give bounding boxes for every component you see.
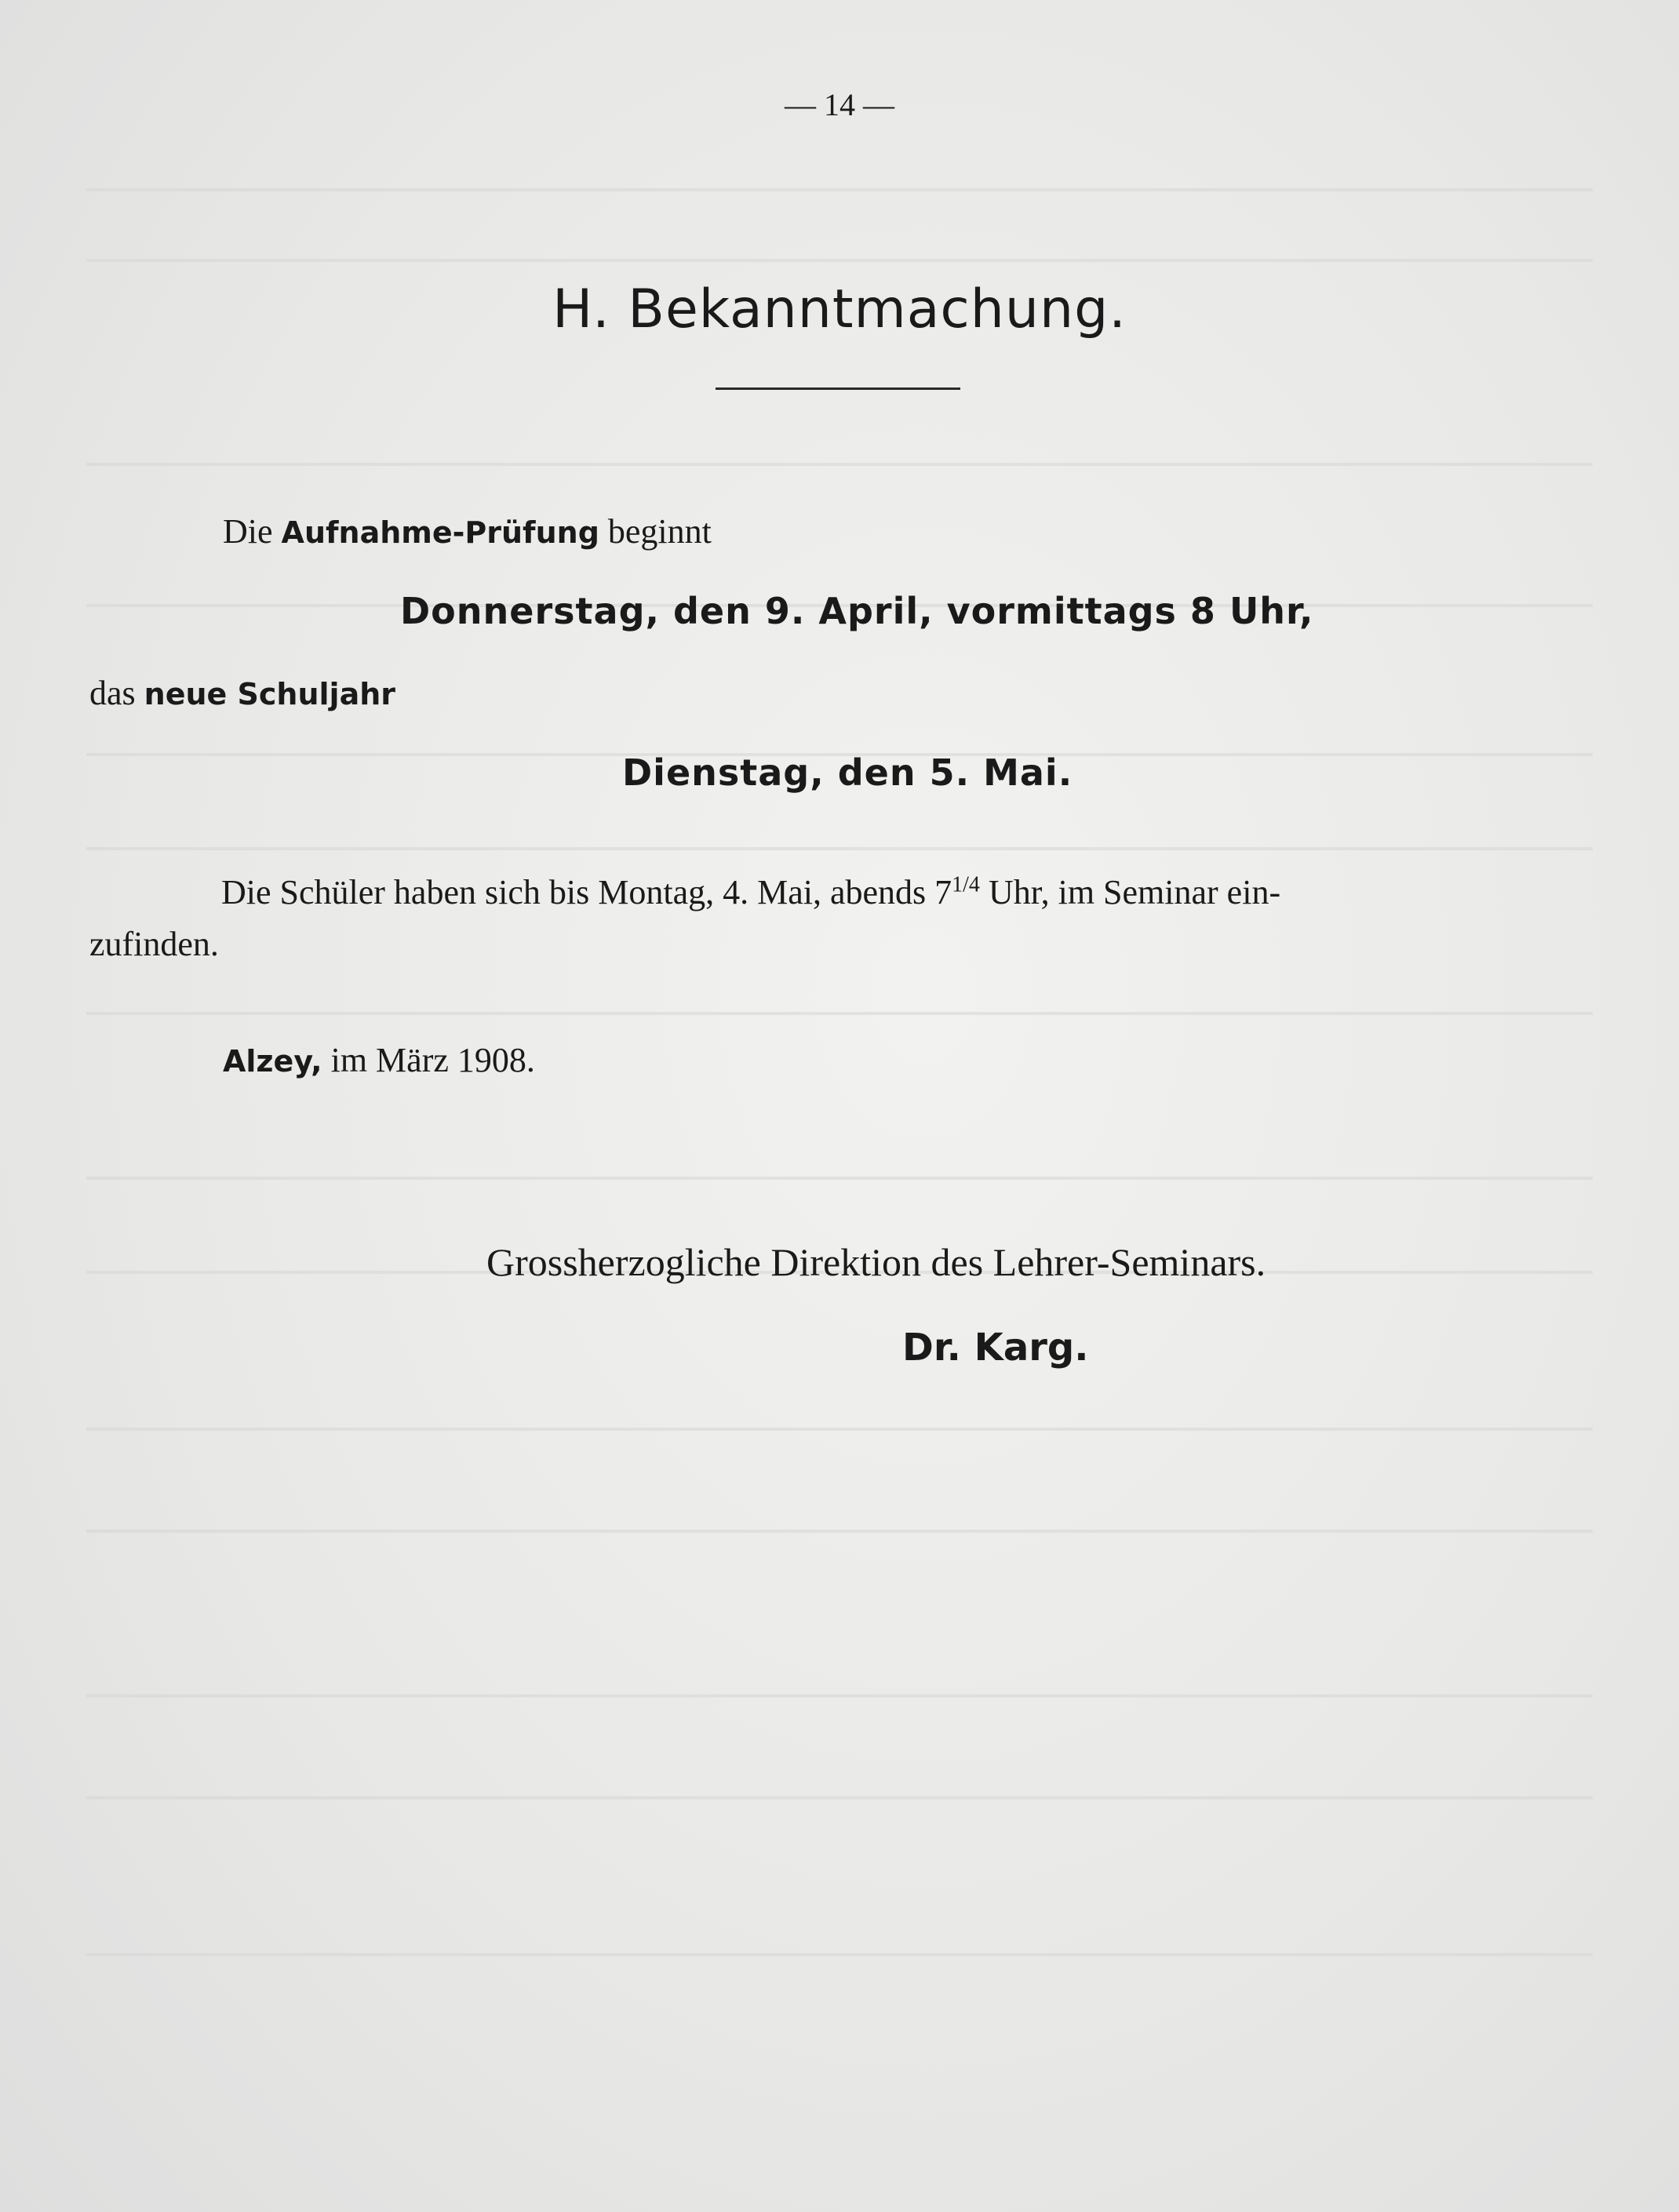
bleed-through: [86, 463, 1593, 466]
exam-bold: Aufnahme-Prüfung: [281, 515, 599, 550]
title-rule: [716, 387, 960, 390]
bleed-through: [86, 1012, 1593, 1015]
exam-intro-line: [223, 511, 712, 551]
bleed-through: [86, 1953, 1593, 1956]
exam-date: Donnerstag, den 9. April, vormittags 8 Uhr,: [400, 590, 1314, 632]
bleed-through: [86, 847, 1593, 850]
exam-prefix: Die: [223, 512, 273, 551]
page-number: — 14 —: [785, 87, 894, 122]
fraction: 1/4: [952, 872, 980, 897]
bleed-through: [86, 1796, 1593, 1799]
school-year-date: Dienstag, den 5. Mai.: [622, 751, 1073, 794]
bleed-through: [86, 1530, 1593, 1533]
bleed-through: [86, 1428, 1593, 1431]
bleed-through: [86, 1177, 1593, 1180]
exam-suffix: beginnt: [607, 512, 712, 551]
students-text-a: Die Schüler haben sich bis Montag, 4. Mai, abends 7: [221, 873, 952, 911]
signature-office: Grossherzogliche Direktion des Lehrer-Seminars.: [486, 1240, 1266, 1284]
school-year-intro-line: [89, 673, 395, 713]
school-year-prefix: das: [89, 674, 136, 712]
bleed-through: [86, 188, 1593, 191]
place: Alzey,: [223, 1044, 322, 1079]
signature-name: Dr. Karg.: [902, 1326, 1089, 1370]
students-line-1: [221, 872, 1280, 912]
students-text-b: Uhr, im Seminar ein-: [988, 873, 1281, 911]
page-title: H. Bekanntmachung.: [552, 278, 1127, 340]
school-year-bold: neue Schuljahr: [144, 677, 396, 711]
bleed-through: [86, 1694, 1593, 1697]
students-line-2: zufinden.: [89, 925, 219, 963]
date: im März 1908.: [330, 1041, 535, 1079]
place-date-line: [223, 1040, 535, 1080]
bleed-through: [86, 259, 1593, 262]
